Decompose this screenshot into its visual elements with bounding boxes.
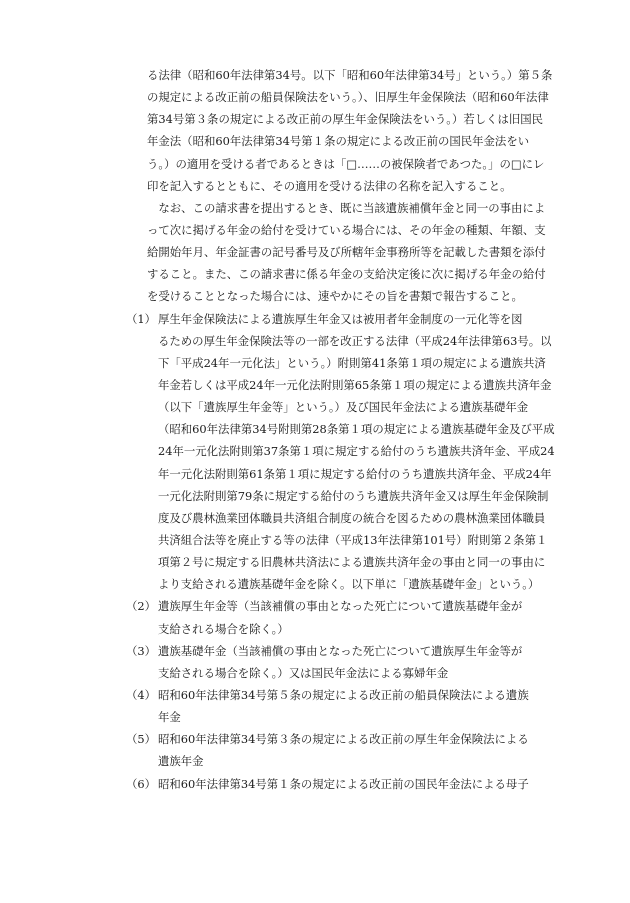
list-item-line — [147, 463, 577, 485]
list-item-line — [147, 485, 577, 507]
document-body — [126, 64, 577, 795]
text-line: の規定による改正前の船員保険法をいう。）、旧厚生年金保険法（昭和60年法律 — [147, 90, 549, 105]
list-item-text: 支給される場合を除く。） — [158, 621, 289, 636]
list-item-line — [147, 573, 577, 595]
list-item-line — [147, 507, 577, 529]
list-item — [126, 308, 577, 596]
list-item-text: 年金若しくは平成24年一元化法附則第65条第１項の規定による遺族共済年金 — [158, 377, 552, 392]
list-item-text: （昭和60年法律第34号附則第28条第１項の規定による遺族基礎年金及び平成 — [158, 422, 555, 437]
text-line: る法律（昭和60年法律第34号。以下「昭和60年法律第34号」という。）第５条 — [147, 68, 553, 82]
list-item-text: 共済組合法等を廃止する等の法律（平成13年法律第101号）附則第２条第１ — [158, 532, 548, 547]
list-item-text: 遺族年金 — [158, 754, 204, 769]
list-item-number: （6） — [126, 776, 157, 791]
list-item-text: 昭和60年法律第34号第１条の規定による改正前の国民年金法による母子 — [158, 776, 529, 791]
text-line: 印を記入するとともに、その適用を受ける法律の名称を記入すること。 — [147, 178, 512, 193]
list-item-text: るための厚生年金保険法等の一部を改正する法律（平成24年法律第63号。以 — [158, 333, 552, 348]
list-item-text: 度及び農林漁業団体職員共済組合制度の統合を図るための農林漁業団体職員 — [158, 510, 546, 525]
list-item-text: 一元化法附則第79条に規定する給付のうち遺族共済年金又は厚生年金保険制 — [158, 488, 549, 503]
list-item — [126, 728, 577, 772]
list-item-line — [147, 618, 577, 640]
list-item-line — [147, 529, 577, 551]
list-item-line — [126, 728, 577, 750]
list-item-number: （5） — [126, 732, 157, 747]
list-item-line — [147, 418, 577, 440]
list-item-line — [147, 706, 577, 728]
list-item — [126, 640, 577, 684]
list-item-number: （2） — [126, 599, 157, 614]
list-item-line — [147, 374, 577, 396]
text-line: を受けることとなった場合には、速やかにその旨を書類で報告すること。 — [147, 289, 523, 304]
list-item-line — [126, 773, 577, 795]
list-item-text: 項第２号に規定する旧農林共済法による遺族共済年金の事由と同一の事由に — [158, 555, 546, 570]
list-item-line — [147, 750, 577, 772]
list-item-line — [147, 352, 577, 374]
list-item-line — [126, 640, 577, 662]
list-item — [126, 684, 577, 728]
paragraph-block — [147, 64, 577, 308]
list-item-line — [147, 551, 577, 573]
text-line: すること。また、この請求書に係る年金の支給決定後に次に掲げる年金の給付 — [147, 267, 546, 282]
list-item — [126, 595, 577, 639]
numbered-list — [126, 308, 577, 795]
list-item-text: 昭和60年法律第34号第３条の規定による改正前の厚生年金保険法による — [158, 732, 529, 747]
list-item-text: 厚生年金保険法による遺族厚生年金又は被用者年金制度の一元化等を図 — [158, 311, 523, 326]
list-item-line — [126, 308, 577, 330]
list-item-line — [126, 595, 577, 617]
list-item-number: （3） — [126, 643, 157, 658]
text-line: う。）の適用を受ける者であるときは「□……の被保険者であつた。」の□にレ — [147, 156, 545, 171]
list-item-text: （以下「遺族厚生年金等」という。）及び国民年金法による遺族基礎年金 — [158, 400, 529, 415]
list-item-line — [126, 684, 577, 706]
list-item — [126, 773, 577, 795]
list-item-number: （4） — [126, 687, 157, 702]
list-item-text: 遺族厚生年金等（当該補償の事由となった死亡について遺族基礎年金が — [158, 599, 523, 614]
list-item-text: 年一元化法附則第61条第１項に規定する給付のうち遺族共済年金、平成24年 — [158, 466, 552, 481]
text-line: 第34号第３条の規定による改正前の厚生年金保険法をいう。）若しくは旧国民 — [147, 112, 544, 127]
text-line: 年金法（昭和60年法律第34号第１条の規定による改正前の国民年金法をい — [147, 134, 530, 149]
list-item-line — [147, 396, 577, 418]
list-item-line — [147, 662, 577, 684]
list-item-text: 年金 — [158, 710, 181, 725]
text-line: って次に掲げる年金の給付を受けている場合には、その年金の種類、年額、支 — [147, 222, 546, 237]
list-item-line — [147, 440, 577, 462]
list-item-text: より支給される遺族基礎年金を除く。以下単に「遺族基礎年金」という。） — [158, 577, 540, 592]
list-item-text: 24年一元化法附則第37条第１項に規定する給付のうち遺族共済年金、平成24 — [158, 444, 555, 459]
list-item-number: （1） — [126, 311, 157, 326]
list-item-text: 支給される場合を除く。）又は国民年金法による寡婦年金 — [158, 665, 449, 680]
list-item-text: 下「平成24年一元化法」という。）附則第41条第１項の規定による遺族共済 — [158, 355, 546, 370]
text-line: なお、この請求書を提出するとき、既に当該遺族補償年金と同一の事由によ — [147, 200, 546, 215]
text-line: 給開始年月、年金証書の記号番号及び所轄年金事務所等を記載した書類を添付 — [147, 245, 546, 260]
list-item-text: 昭和60年法律第34号第５条の規定による改正前の船員保険法による遺族 — [158, 687, 529, 702]
list-item-text: 遺族基礎年金（当該補償の事由となった死亡について遺族厚生年金等が — [158, 643, 523, 658]
list-item-line — [147, 330, 577, 352]
